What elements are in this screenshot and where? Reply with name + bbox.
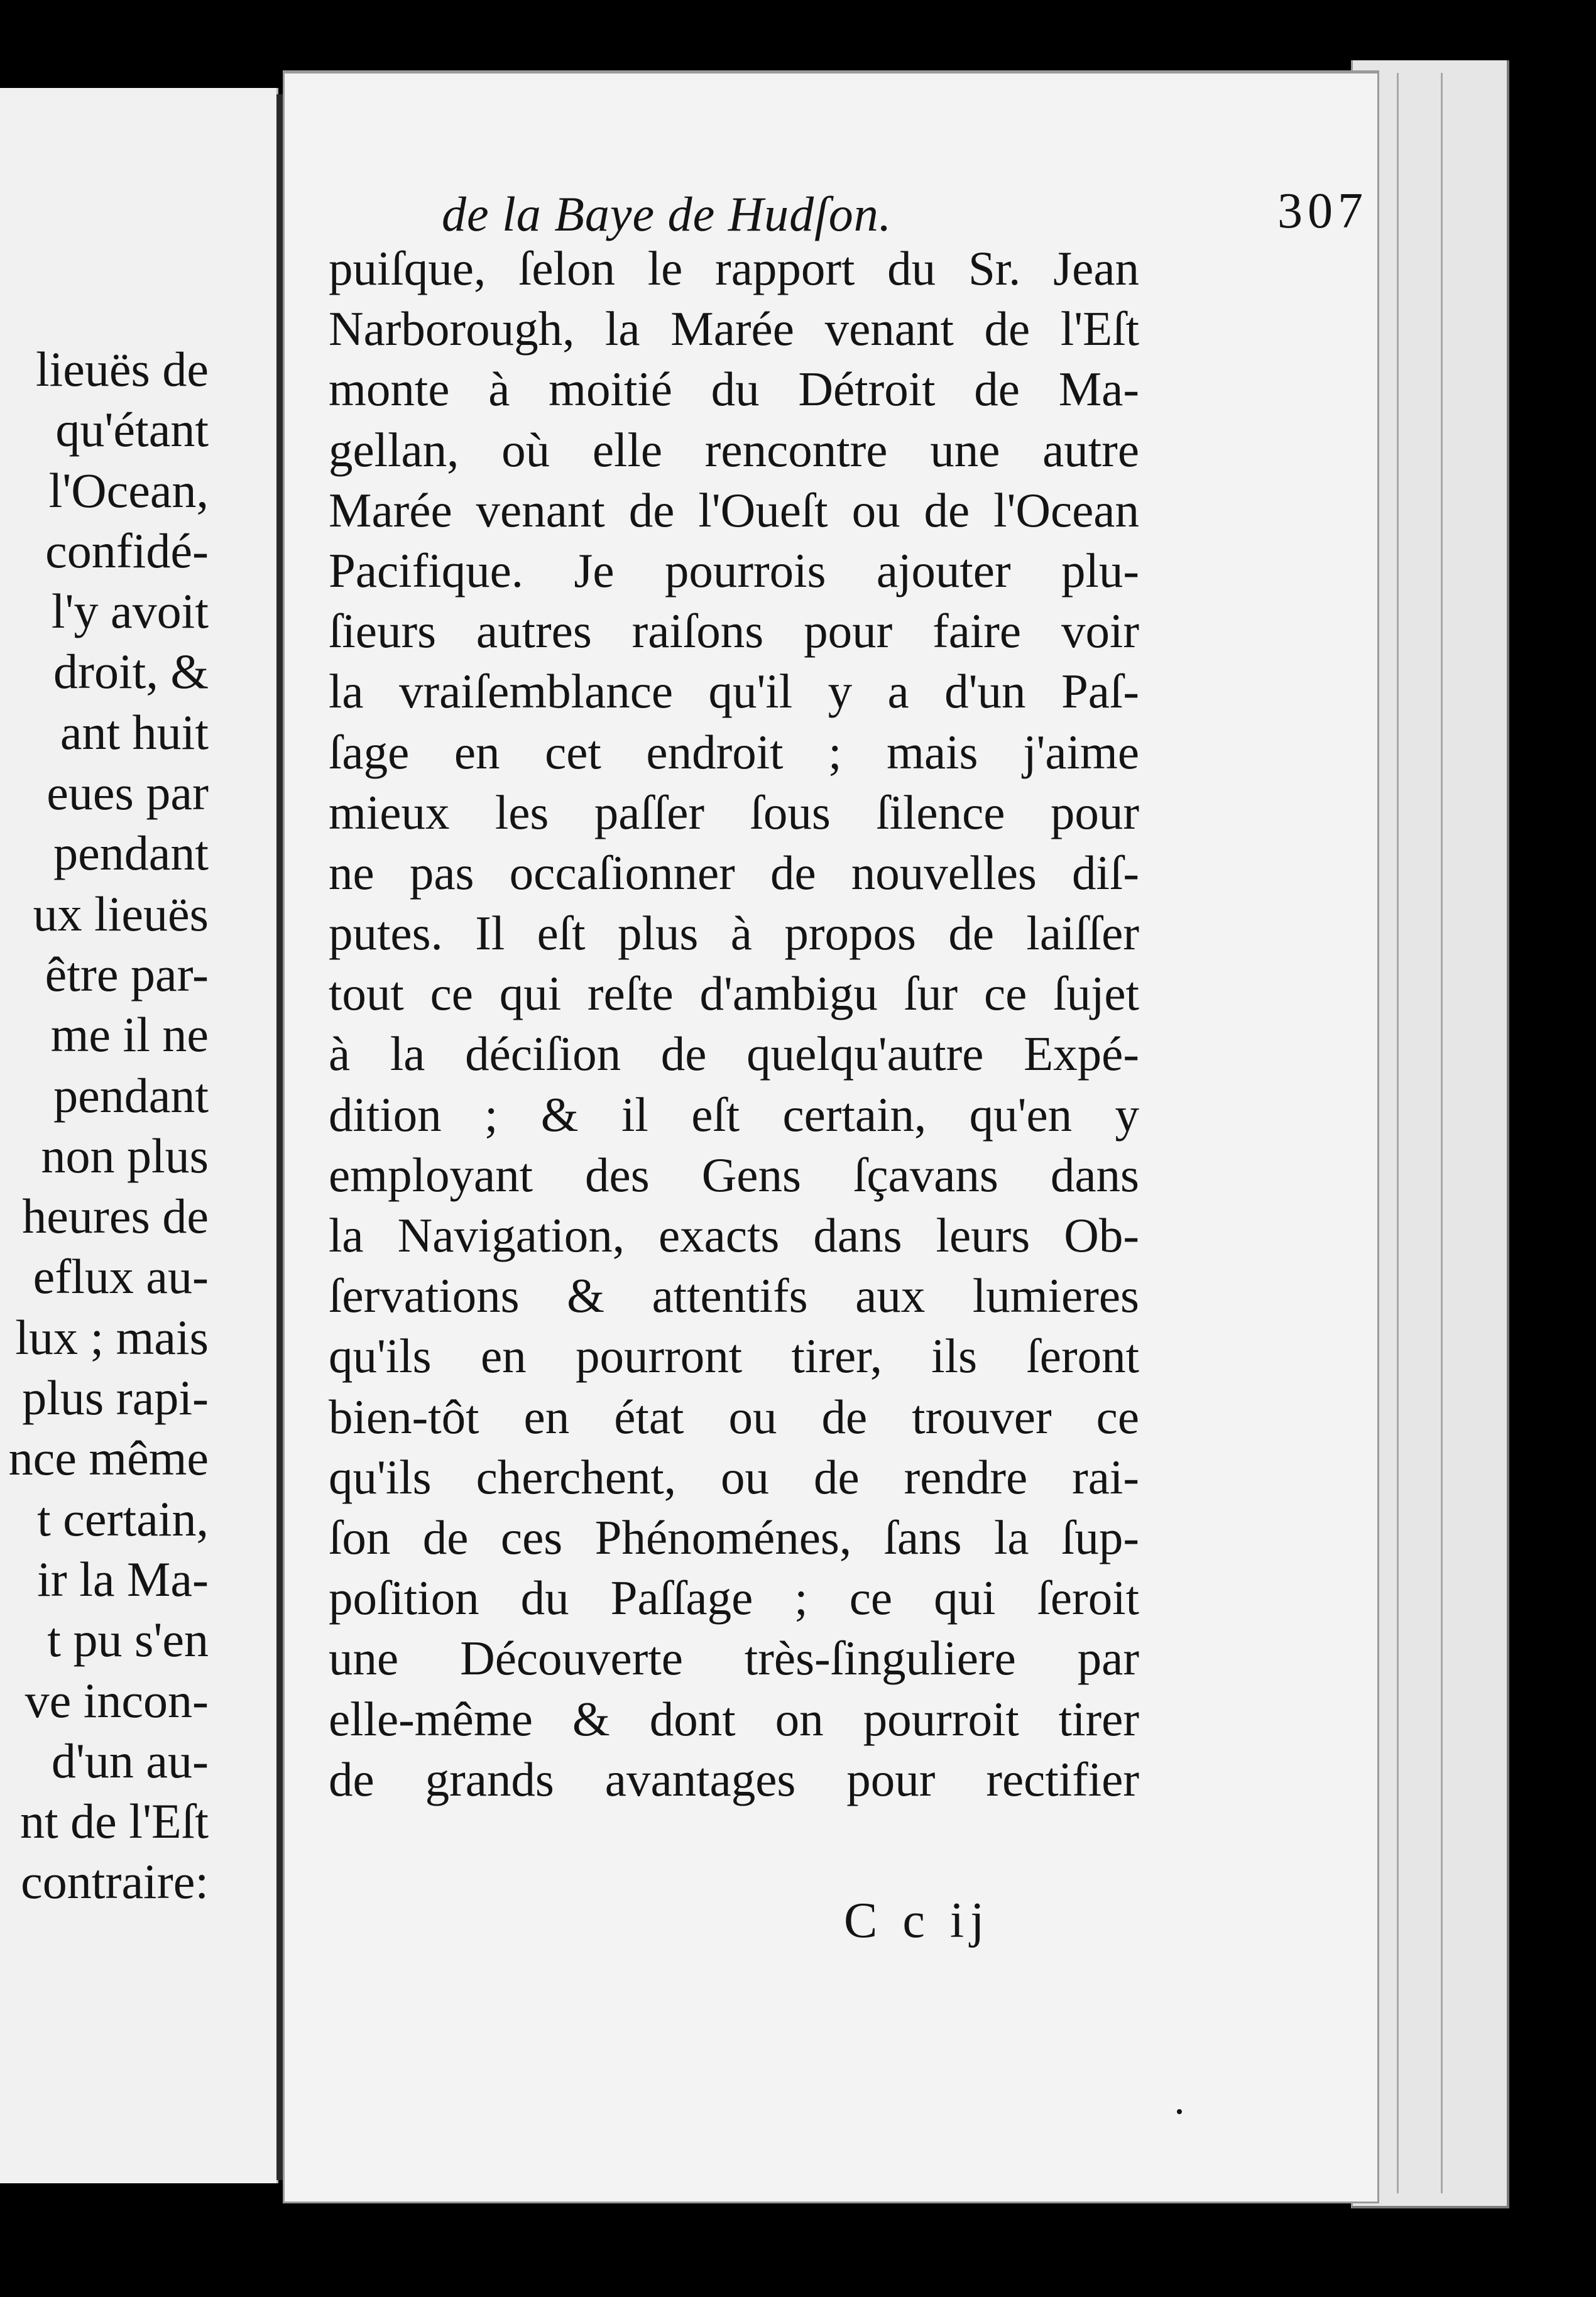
text-line: de grands avantages pour rectifier: [329, 1752, 1139, 1806]
left-line: nce même: [8, 1431, 209, 1486]
left-line: t pu s'en: [47, 1612, 209, 1667]
left-line: l'Ocean,: [48, 462, 209, 518]
body-text: [329, 238, 1139, 1809]
text-line: à la déciſion de quelqu'autre Expé-: [329, 1027, 1139, 1081]
text-line: Narborough, la Marée venant de l'Eſt: [329, 302, 1139, 356]
left-line: nt de l'Eſt: [19, 1794, 209, 1849]
text-line: dition ; & il eſt certain, qu'en y: [329, 1087, 1139, 1142]
text-line: ne pas occaſionner de nouvelles diſ-: [329, 845, 1139, 900]
left-line: lieuës de: [35, 342, 209, 396]
ink-speck: [1177, 2109, 1182, 2114]
left-line: ux lieuës: [33, 886, 209, 941]
text-line: ſervations & attentifs aux lumieres: [329, 1269, 1139, 1323]
text-line: employant des Gens ſçavans dans: [329, 1147, 1139, 1202]
running-head-title: de la Baye de Hudſon.: [442, 187, 892, 241]
left-line: être par-: [45, 946, 209, 1001]
text-line: mieux les paſſer ſous ſilence pour: [329, 785, 1139, 839]
left-line: eues par: [46, 765, 209, 821]
left-line: pendant: [53, 1067, 209, 1123]
left-line: ir la Ma-: [37, 1551, 209, 1607]
page-number: 307: [1277, 183, 1368, 239]
left-line: heures de: [22, 1189, 209, 1244]
left-line: non plus: [41, 1128, 209, 1183]
text-line: Pacifique. Je pourrois ajouter plu-: [329, 543, 1139, 597]
left-line: ve incon-: [25, 1672, 209, 1728]
text-line: la vraiſemblance qu'il y a d'un Paſ-: [329, 664, 1139, 719]
text-line: putes. Il eſt plus à propos de laiſſer: [329, 906, 1139, 961]
left-line: l'y avoit: [51, 584, 209, 639]
left-page-text: [9, 339, 209, 1912]
text-line: ſieurs autres raiſons pour faire voir: [329, 604, 1139, 658]
text-line: gellan, où elle rencontre une autre: [329, 422, 1139, 477]
right-page: [283, 70, 1379, 2203]
left-line: t certain,: [37, 1491, 209, 1546]
text-line: elle-même & dont on pourroit tirer: [329, 1691, 1139, 1746]
signature-mark: C c ij: [844, 1893, 991, 1948]
left-line: confidé-: [45, 523, 209, 578]
text-line: ſon de ces Phénoménes, ſans la ſup-: [329, 1510, 1139, 1564]
text-line: la Navigation, exacts dans leurs Ob-: [329, 1208, 1139, 1262]
left-line: contraire:: [21, 1854, 209, 1909]
left-line: eflux au-: [33, 1249, 209, 1304]
left-line: ant huit: [60, 704, 209, 760]
text-line: ſage en cet endroit ; mais j'aime: [329, 724, 1139, 779]
text-line: monte à moitié du Détroit de Ma-: [329, 362, 1139, 417]
text-line: une Découverte très-ſinguliere par: [329, 1631, 1139, 1686]
text-line: Marée venant de l'Oueſt ou de l'Ocean: [329, 483, 1139, 537]
left-line: pendant: [53, 826, 209, 881]
left-line: lux ; mais: [15, 1309, 209, 1365]
left-line: droit, &: [53, 644, 209, 699]
text-line: poſition du Paſſage ; ce qui ſeroit: [329, 1571, 1139, 1625]
text-line: puiſque, ſelon le rapport du Sr. Jean: [329, 241, 1139, 295]
left-line: me il ne: [50, 1007, 209, 1062]
left-line: d'un au-: [51, 1733, 209, 1788]
left-page: [0, 88, 278, 2183]
left-line: plus rapi-: [22, 1370, 209, 1426]
text-line: qu'ils cherchent, ou de rendre rai-: [329, 1449, 1139, 1504]
text-line: qu'ils en pourront tirer, ils ſeront: [329, 1329, 1139, 1383]
left-line: qu'étant: [55, 402, 209, 457]
text-line: tout ce qui reſte d'ambigu ſur ce ſujet: [329, 966, 1139, 1021]
text-line: bien-tôt en état ou de trouver ce: [329, 1389, 1139, 1444]
